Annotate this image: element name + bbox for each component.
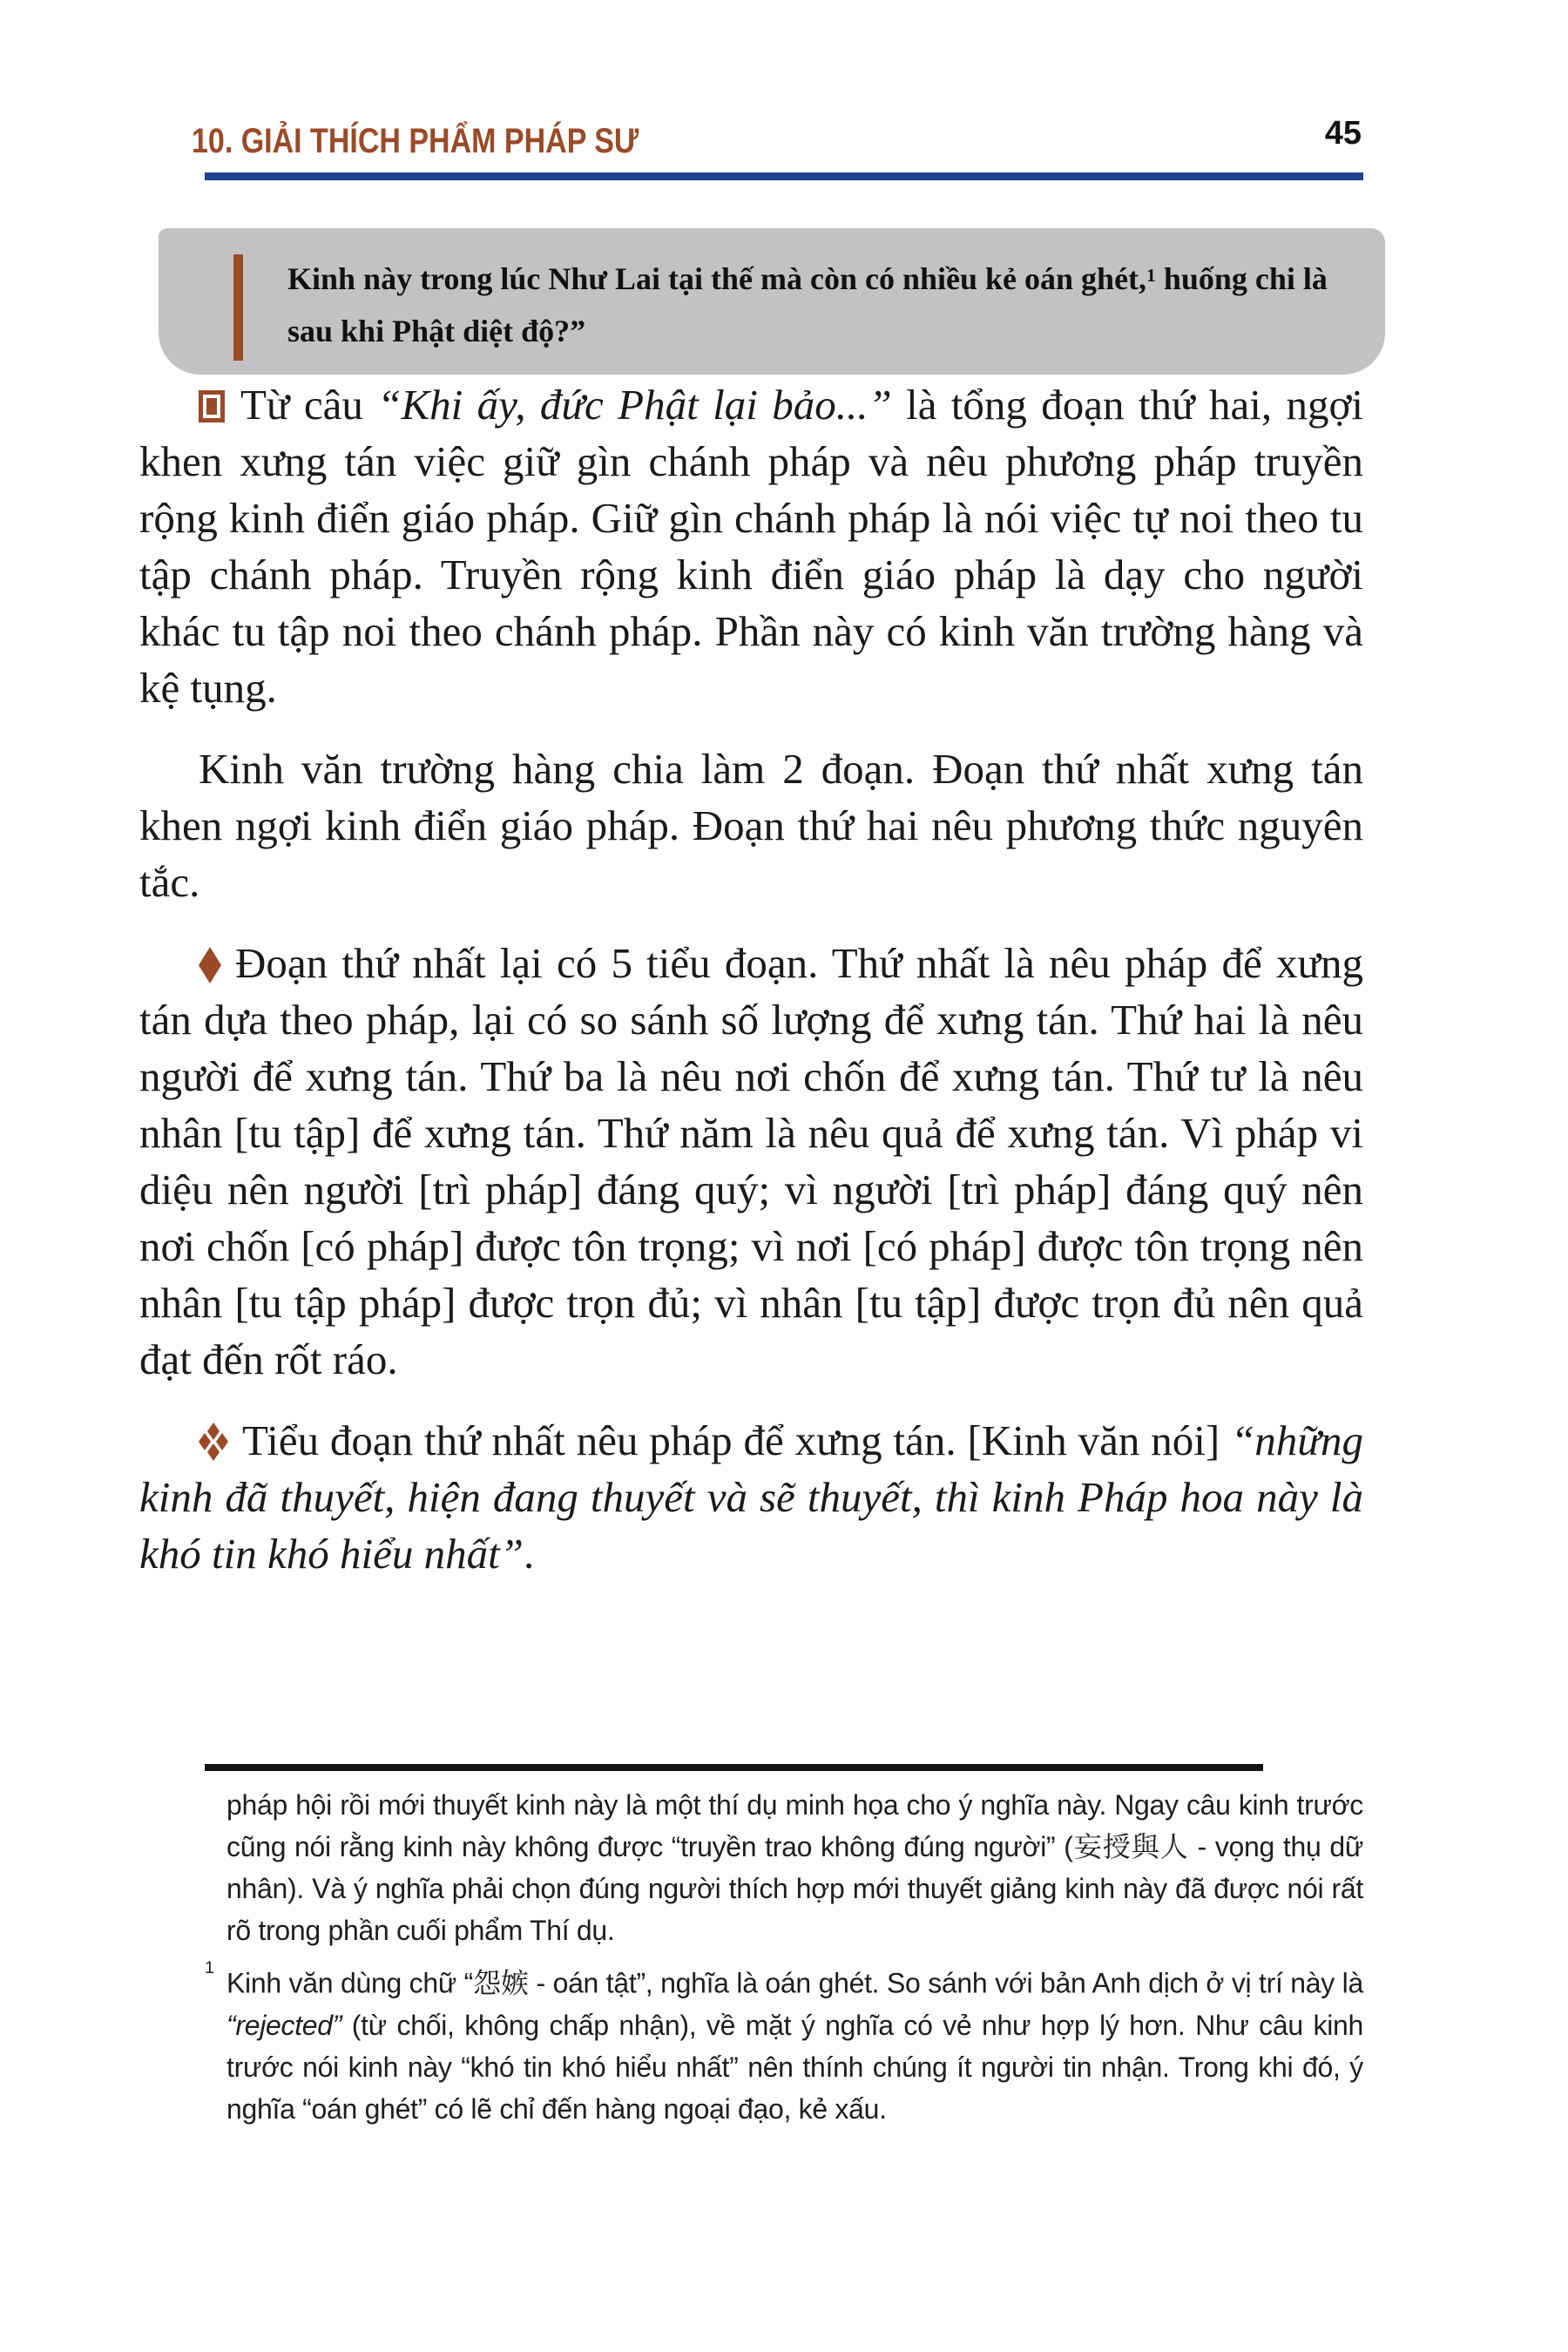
four-diamond-bullet-icon	[199, 1423, 228, 1461]
footnote-1-marker: 1	[205, 1958, 214, 1977]
scripture-quote-text	[287, 249, 1333, 357]
footnote-1	[205, 1957, 1363, 2130]
scripture-citation-italic: “những kinh đã thuyết, hiện đang thuyết và sẽ thuyết, thì kinh Pháp hoa này là khó tin khó hiểu nhất”	[139, 1416, 1363, 1578]
chapter-title: 10. GIẢI THÍCH PHẨM PHÁP SƯ	[192, 122, 639, 160]
quote-accent-bar	[233, 254, 243, 361]
quote-text-part1: Kinh này trong lúc Như Lai tại thế mà còn có nhiều kẻ oán ghét,	[287, 261, 1147, 296]
scripture-quote-block	[159, 228, 1385, 375]
paragraph-structure	[139, 740, 1363, 910]
text-run: Kinh văn dùng chữ “怨嫉 - oán tật”, nghĩa là oán ghét. So sánh với bản Anh dịch ở vị trí này là	[226, 1967, 1363, 1999]
page-number: 45	[1324, 115, 1362, 152]
text-run: Từ câu	[240, 381, 378, 429]
scripture-citation-italic: “Khi ấy, đức Phật lại bảo...”	[377, 381, 892, 429]
text-run: .	[523, 1530, 535, 1578]
text-run: (từ chối, không chấp nhận), về mặt ý nghĩa có vẻ như hợp lý hơn. Như câu kinh trước nói kinh này “khó tin khó hiểu nhất” nên thính chúng ít người tin nhận. Trong khi đó, ý nghĩa “oán ghét” có lẽ chỉ đến hàng ngoại đạo, kẻ xấu.	[226, 2009, 1363, 2125]
text-run: là tổng đoạn thứ hai, ngợi khen xưng tán việc giữ gìn chánh pháp và nêu phương pháp truyền rộng kinh điển giáo pháp. Giữ gìn chánh pháp là nói việc tự noi theo tu tập chánh pháp. Truyền rộng kinh điển giáo pháp là dạy cho người khác tu tập noi theo chánh pháp. Phần này có kinh văn trường hàng và kệ tụng.	[139, 381, 1363, 712]
diamond-bullet-icon	[199, 947, 221, 983]
text-run: Đoạn thứ nhất lại có 5 tiểu đoạn. Thứ nhất là nêu pháp để xưng tán dựa theo pháp, lại có so sánh số lượng để xưng tán. Thứ hai là nêu người để xưng tán. Thứ ba là nêu nơi chốn để xưng tán. Thứ tư là nêu nhân [tu tập] để xưng tán. Thứ năm là nêu quả để xưng tán. Vì pháp vi diệu nên người [trì pháp] đáng quý; vì người [trì pháp] đáng quý nên nơi chốn [có pháp] được tôn trọng; vì nơi [có pháp] được tôn trọng nên nhân [tu tập pháp] được trọn đủ; vì nhân [tu tập] được trọn đủ nên quả đạt đến rốt ráo.	[139, 939, 1363, 1383]
footnote-separator	[205, 1764, 1263, 1771]
paragraph-first-subsection	[139, 1412, 1363, 1582]
footnote-continuation	[205, 1784, 1363, 1951]
text-run: Tiểu đoạn thứ nhất nêu pháp để xưng tán. [Kinh văn nói]	[242, 1416, 1232, 1464]
square-bullet-icon	[199, 390, 225, 422]
footnote-reference-1: 1	[1146, 265, 1156, 286]
paragraph-five-subsections	[139, 935, 1363, 1388]
commentary-body	[139, 376, 1363, 1606]
header-rule	[205, 172, 1363, 180]
footnote-italic-term: “rejected”	[226, 2009, 342, 2041]
text-run: Kinh văn trường hàng chia làm 2 đoạn. Đoạn thứ nhất xưng tán khen ngợi kinh điển giáo pháp. Đoạn thứ hai nêu phương thức nguyên tắc.	[139, 745, 1363, 906]
quote-text-part2: huống chi là sau khi Phật diệt độ?”	[287, 261, 1328, 348]
footnotes-section	[205, 1784, 1363, 2135]
square-bullet-fill	[206, 398, 217, 415]
paragraph-overview	[139, 376, 1363, 716]
text-run: pháp hội rồi mới thuyết kinh này là một thí dụ minh họa cho ý nghĩa này. Ngay câu kinh trước cũng nói rằng kinh này không được “truyền trao không đúng người” (妄授與人 - vọng thụ dữ nhân). Và ý nghĩa phải chọn đúng người thích hợp mới thuyết giảng kinh này đã được nói rất rõ trong phần cuối phẩm Thí dụ.	[226, 1789, 1363, 1946]
